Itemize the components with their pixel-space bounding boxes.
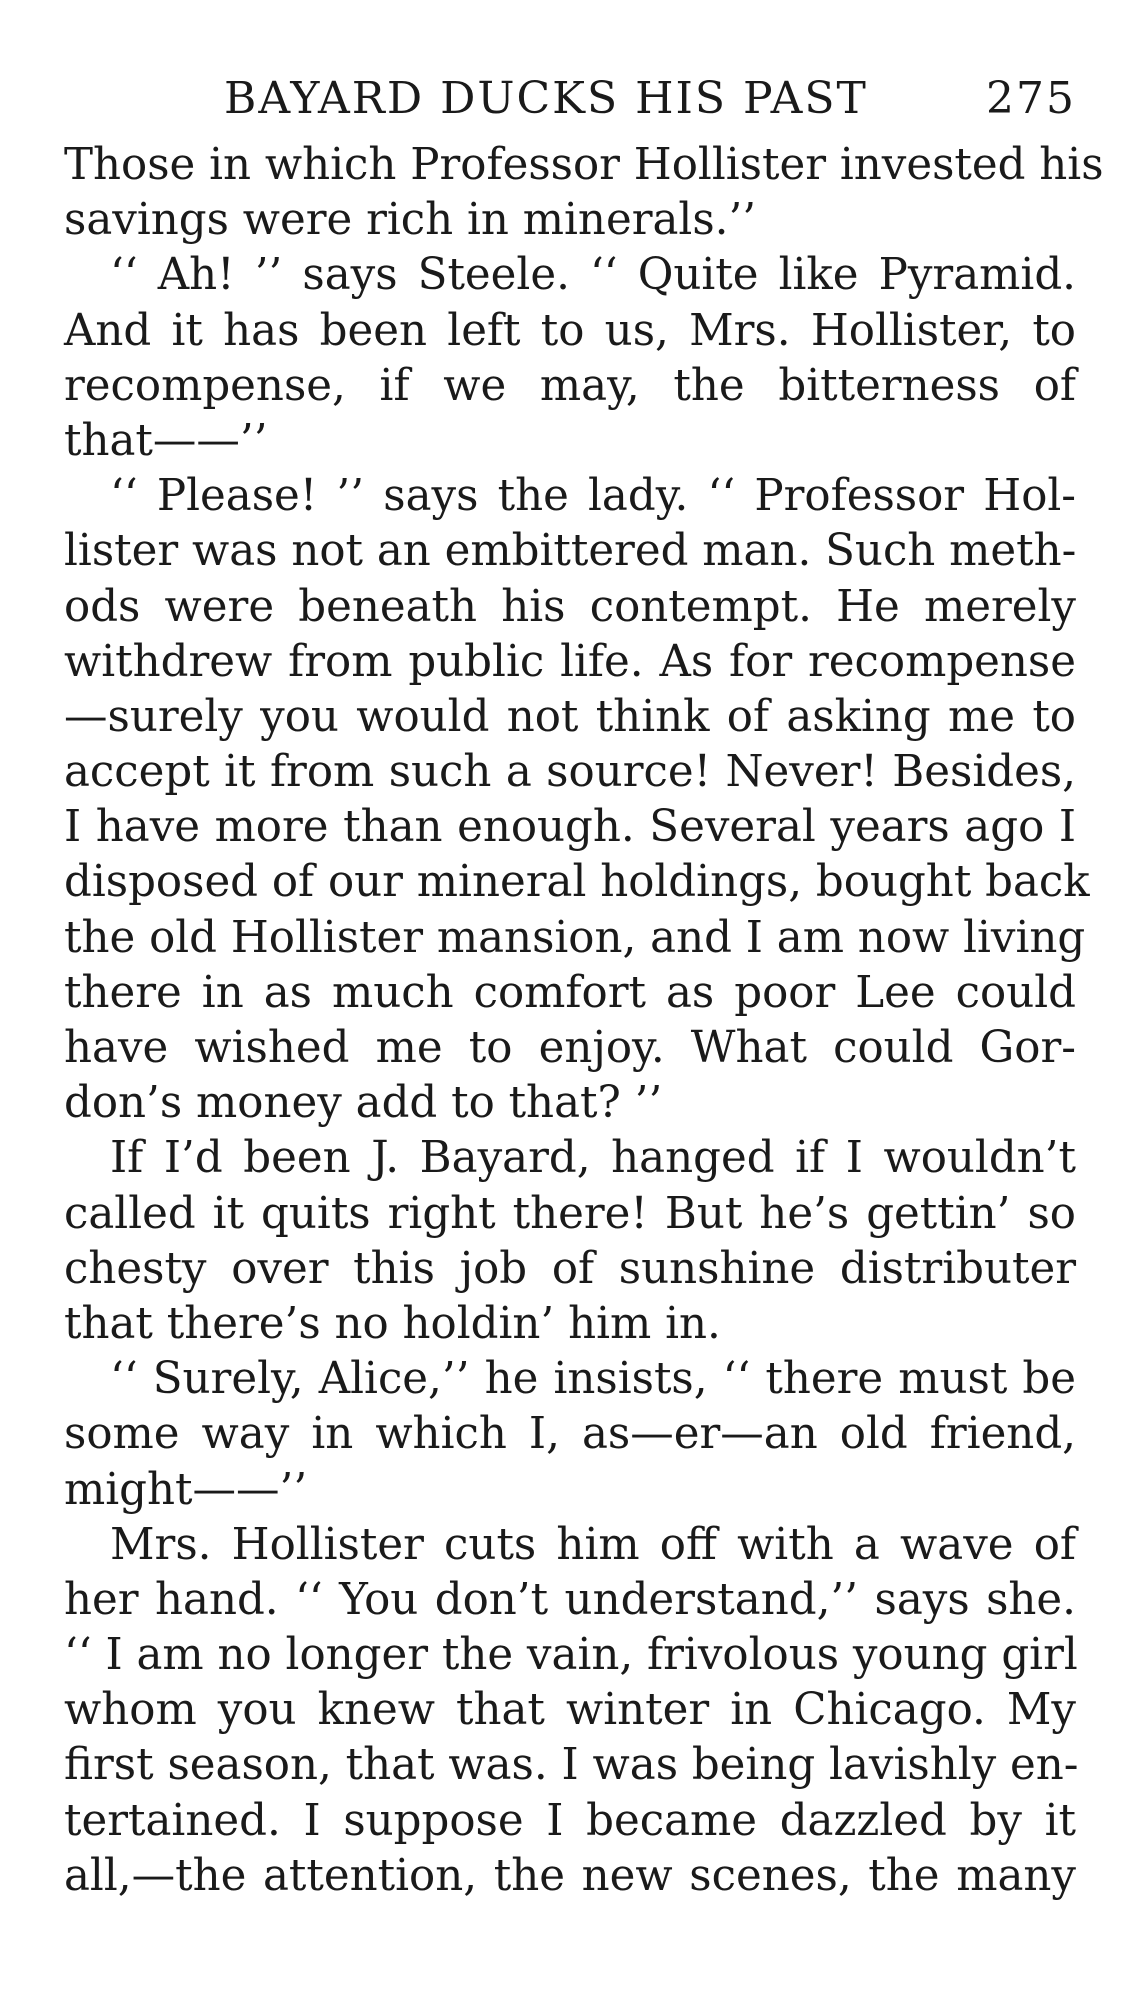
text-line: lister was not an embittered man. Such meth- bbox=[64, 526, 1077, 577]
text-line: ‘‘ Ah! ’’ says Steele. ‘‘ Quite like Pyramid. bbox=[110, 250, 1076, 301]
text-line: chesty over this job of sunshine distributer bbox=[64, 1243, 1076, 1294]
text-line: ‘‘ I am no longer the vain, frivolous young girl bbox=[64, 1630, 1078, 1681]
text-line: withdrew from public life. As for recompense bbox=[64, 636, 1076, 687]
text-line: disposed of our mineral holdings, bought back bbox=[64, 857, 1090, 908]
text-line: ‘‘ Please! ’’ says the lady. ‘‘ Professor Hol- bbox=[110, 471, 1076, 522]
text-line: tertained. I suppose I became dazzled by it bbox=[64, 1795, 1076, 1846]
text-line: first season, that was. I was being lavishly en- bbox=[64, 1740, 1079, 1791]
text-line: Mrs. Hollister cuts him off with a wave of bbox=[110, 1519, 1076, 1570]
text-line: that——’’ bbox=[64, 415, 268, 466]
body-text bbox=[64, 138, 1104, 1904]
text-line: recompense, if we may, the bitterness of bbox=[64, 360, 1076, 411]
text-line: the old Hollister mansion, and I am now living bbox=[64, 912, 1086, 963]
text-line: some way in which I, as—er—an old friend, bbox=[64, 1409, 1076, 1460]
page-number: 275 bbox=[986, 73, 1076, 124]
text-line: called it quits right there! But he’s gettin’ so bbox=[64, 1188, 1076, 1239]
text-line: Those in which Professor Hollister invested his bbox=[64, 140, 1104, 190]
text-line: accept it from such a source! Never! Besides, bbox=[64, 747, 1076, 798]
text-line: her hand. ‘‘ You don’t understand,’’ says she. bbox=[64, 1574, 1076, 1625]
text-line: ods were beneath his contempt. He merely bbox=[64, 581, 1076, 632]
text-line: And it has been left to us, Mrs. Hollister, to bbox=[64, 305, 1076, 356]
text-line: If I’d been J. Bayard, hanged if I wouldn’t bbox=[110, 1133, 1076, 1184]
text-line: savings were rich in minerals.’’ bbox=[64, 195, 757, 246]
text-line: all,—the attention, the new scenes, the many bbox=[64, 1850, 1076, 1901]
book-page bbox=[64, 60, 1104, 1904]
text-line: might——’’ bbox=[64, 1464, 308, 1515]
text-line: don’s money add to that? ’’ bbox=[64, 1078, 663, 1129]
running-title: BAYARD DUCKS HIS PAST bbox=[224, 73, 868, 124]
text-line: ‘‘ Surely, Alice,’’ he insists, ‘‘ there must be bbox=[110, 1354, 1076, 1405]
text-line: whom you knew that winter in Chicago. My bbox=[64, 1685, 1076, 1736]
page-header bbox=[64, 60, 1076, 138]
text-line: I have more than enough. Several years ago I bbox=[64, 802, 1076, 853]
text-line: —surely you would not think of asking me to bbox=[64, 691, 1076, 742]
text-line: that there’s no holdin’ him in. bbox=[64, 1298, 721, 1349]
text-line: there in as much comfort as poor Lee could bbox=[64, 967, 1076, 1018]
text-line: have wished me to enjoy. What could Gor- bbox=[64, 1023, 1076, 1073]
